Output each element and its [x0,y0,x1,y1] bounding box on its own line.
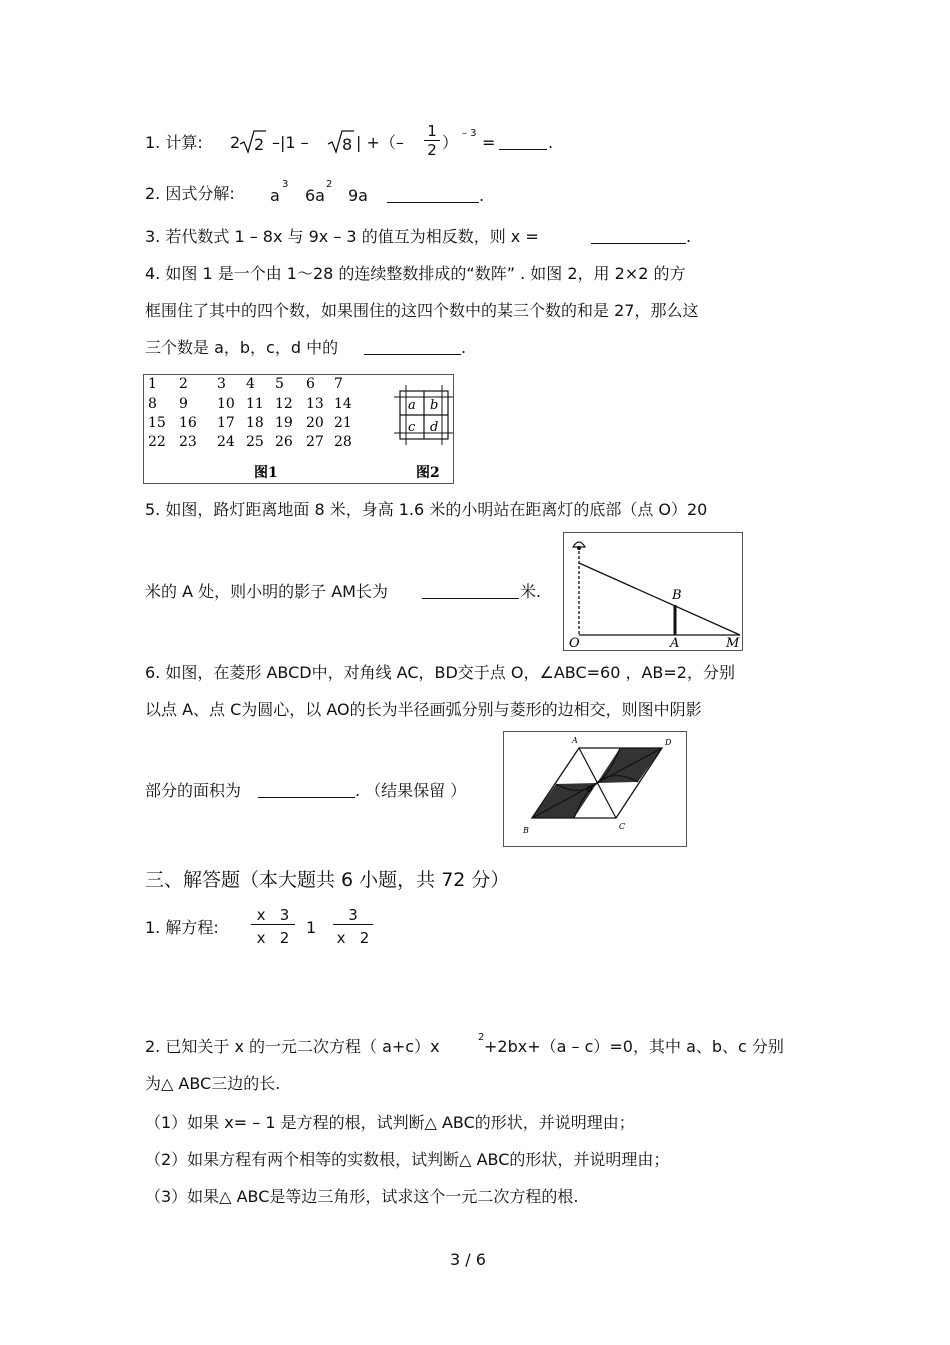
q4-box-letter-d: d [430,420,439,435]
q5-line2: 米的 A 处，则小明的影子 AM长为 [145,582,388,601]
q3-text: 3. 若代数式 1 – 8x 与 9x – 3 的值互为相反数，则 x = [145,227,539,246]
q4-grid-number: 7 [334,376,343,392]
q6-figure [504,732,686,846]
q5-label-A: A [670,636,680,650]
q2-term-b: 6a [305,186,325,205]
q6-label-D: D [665,738,672,747]
q6-diagonal-BD [532,748,662,818]
q2-term-c: 9a [348,186,368,205]
q4-grid-number: 6 [306,376,315,392]
q4-grid-number: 10 [217,396,235,412]
q4-box-letter-b: b [430,398,439,413]
q1-fraction [424,122,440,159]
s3-q1-fraction-2 [333,906,373,947]
q5-line1: 5. 如图，路灯距离地面 8 米，身高 1.6 米的小明站在距离灯的底部（点 O）20 [145,500,708,519]
q3-answer-blank[interactable] [591,229,686,244]
q5-label-B: B [672,588,682,603]
s3-q2-line1b: +2bx+（a – c）=0，其中 a、b、c 分别 [484,1037,784,1056]
q1-eq: = [482,133,496,152]
q4-grid-number: 27 [306,434,324,450]
q1-frac-den: 2 [424,140,440,159]
q4-grid-number: 4 [246,376,255,392]
q4-grid-number: 21 [334,415,352,431]
q4-grid-number: 19 [275,415,293,431]
s3-q2-line1a: 2. 已知关于 x 的一元二次方程（ a+c）x [145,1037,440,1056]
q4-figure [144,375,453,483]
q3-end: . [686,227,692,246]
q4-figure-frame [143,374,454,484]
s3-q2-line2: 为△ ABC三边的长. [145,1074,281,1093]
q1-coef: 2 [230,133,241,152]
q6-label-B: B [523,826,529,835]
q2-term-a: a [270,186,280,205]
q1-end: . [548,133,554,152]
s3-q1-prefix: 1. 解方程: [145,918,219,937]
page-number: 3 / 6 [450,1250,486,1269]
q4-line3: 三个数是 a，b，c，d 中的 [145,338,339,357]
q4-grid-number: 18 [246,415,264,431]
q5-answer-blank[interactable] [422,584,519,599]
q2-end: . [479,186,485,205]
s3-q2-sub2: （2）如果方程有两个相等的实数根，试判断△ ABC的形状，并说明理由； [145,1150,670,1169]
q4-grid-number: 12 [275,396,293,412]
q4-end: . [461,338,467,357]
s3-q1-f2-num: 3 [348,906,358,924]
q2-prefix: 2. 因式分解: [145,184,235,203]
q1-mid-1: –|1 – [272,133,309,152]
q6-answer-blank[interactable] [258,783,355,798]
s3-q2-sub3: （3）如果△ ABC是等边三角形，试求这个一元二次方程的根. [145,1187,579,1206]
q4-grid-number: 13 [306,396,324,412]
q4-fig1-label: 图1 [254,465,278,481]
q4-grid-number: 5 [275,376,284,392]
q4-grid-number: 24 [217,434,235,450]
q6-line3: 部分的面积为 [145,781,242,800]
q6-line1: 6. 如图，在菱形 ABCD中，对角线 AC，BD交于点 O，∠ABC=60 ，AB=2，分别 [145,663,735,682]
q5-label-M: M [726,636,740,650]
q4-answer-blank[interactable] [364,340,461,355]
q5-figure [564,533,742,650]
q5-light-ray [579,563,740,635]
q5-figure-frame [563,532,743,651]
q4-grid-number: 8 [148,396,157,412]
q4-box-letter-c: c [408,420,416,435]
q4-grid-number: 2 [179,376,188,392]
q4-box-letter-a: a [408,398,416,413]
q4-grid-number: 26 [275,434,293,450]
q1-exponent: – 3 [462,128,477,139]
q2-exp-b: 2 [326,179,333,190]
s3-q1-f2-den: x 2 [333,924,373,947]
q6-figure-frame [503,731,687,847]
q4-grid-number: 22 [148,434,166,450]
q1-answer-blank[interactable] [499,135,547,150]
q2-answer-blank[interactable] [387,188,479,203]
q1-radicand-2: 8 [342,135,353,154]
section3-heading: 三、解答题（本大题共 6 小题，共 72 分） [145,869,510,891]
q6-label-A: A [572,736,578,745]
q4-grid-number: 15 [148,415,166,431]
q1-frac-num: 1 [427,122,437,140]
q4-grid-number: 17 [217,415,235,431]
q1-radicand-1: 2 [254,135,265,154]
q4-fig2-label: 图2 [416,465,440,481]
q4-grid-number: 25 [246,434,264,450]
q4-grid-number: 28 [334,434,352,450]
q4-grid-number: 16 [179,415,197,431]
q5-end: 米. [520,582,542,601]
q4-grid-number: 3 [217,376,226,392]
q4-box-grid [394,385,453,445]
lamp-icon [573,542,585,550]
q4-grid-number: 9 [179,396,188,412]
q6-line2: 以点 A、点 C为圆心，以 AO的长为半径画弧分别与菱形的边相交，则图中阴影 [145,700,702,719]
q1-prefix: 1. 计算: [145,133,203,152]
q4-grid-number: 1 [148,376,157,392]
s3-q2-sub1: （1）如果 x= – 1 是方程的根，试判断△ ABC的形状，并说明理由； [145,1113,635,1132]
q5-label-O: O [569,636,580,650]
s3-q1-f1-num: x 3 [256,906,290,924]
q4-grid-number: 11 [246,396,264,412]
s3-q1-f1-den: x 2 [251,924,295,947]
s3-q1-fraction-1 [251,906,295,947]
q4-grid-number: 20 [306,415,324,431]
q1-close: ） [442,133,459,152]
s3-q1-mid: 1 [306,918,317,937]
q6-label-C: C [619,822,626,831]
q4-grid-number: 23 [179,434,197,450]
q6-label-O: O [586,785,593,794]
q2-exp-a: 3 [282,179,289,190]
q4-line2: 框围住了其中的四个数，如果围住的这四个数中的某三个数的和是 27，那么这 [145,301,699,320]
q4-line1: 4. 如图 1 是一个由 1～28 的连续整数排成的“数阵” . 如图 2，用 2×2 的方 [145,264,686,283]
q6-end: . （结果保留 ） [355,781,467,800]
q1-mid-2: | +（– [356,133,404,152]
s3-q2-exp: 2 [478,1032,485,1043]
q4-grid-number: 14 [334,396,352,412]
